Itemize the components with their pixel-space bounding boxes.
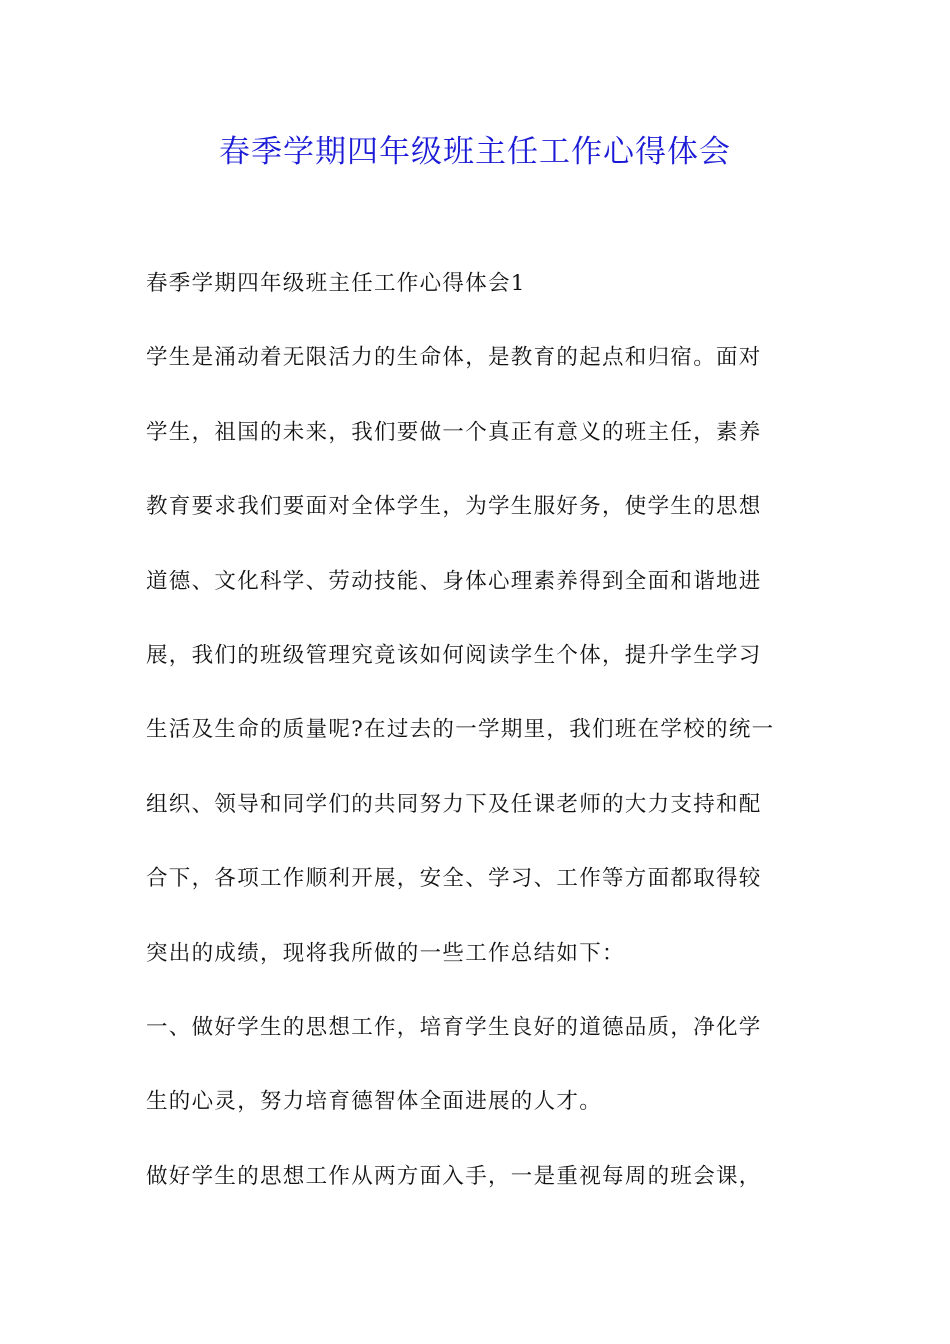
paragraph-line: 道德、文化科学、劳动技能、身体心理素养得到全面和谐地进 <box>146 568 762 594</box>
section-heading: 春季学期四年级班主任工作心得体会1 <box>146 271 526 296</box>
paragraph-line: 做好学生的思想工作从两方面入手，一是重视每周的班会课， <box>146 1163 762 1189</box>
paragraph-line: 突出的成绩，现将我所做的一些工作总结如下： <box>146 940 625 966</box>
paragraph-line: 展，我们的班级管理究竟该如何阅读学生个体，提升学生学习 <box>146 642 762 668</box>
paragraph-line: 学生，祖国的未来，我们要做一个真正有意义的班主任，素养 <box>146 419 762 445</box>
document-title: 春季学期四年级班主任工作心得体会 <box>219 134 731 170</box>
paragraph-line: 生活及生命的质量呢?在过去的一学期里，我们班在学校的统一 <box>146 717 775 743</box>
paragraph-line: 合下，各项工作顺利开展，安全、学习、工作等方面都取得较 <box>146 866 762 892</box>
paragraph-line: 一、做好学生的思想工作，培育学生良好的道德品质，净化学 <box>146 1014 762 1040</box>
paragraph-line: 学生是涌动着无限活力的生命体，是教育的起点和归宿。面对 <box>146 345 762 371</box>
document-body <box>146 265 808 1232</box>
paragraph-line: 教育要求我们要面对全体学生，为学生服好务，使学生的思想 <box>146 494 762 520</box>
paragraph-line: 生的心灵，努力培育德智体全面进展的人才。 <box>146 1089 603 1115</box>
paragraph-line: 组织、领导和同学们的共同努力下及任课老师的大力支持和配 <box>146 791 762 817</box>
